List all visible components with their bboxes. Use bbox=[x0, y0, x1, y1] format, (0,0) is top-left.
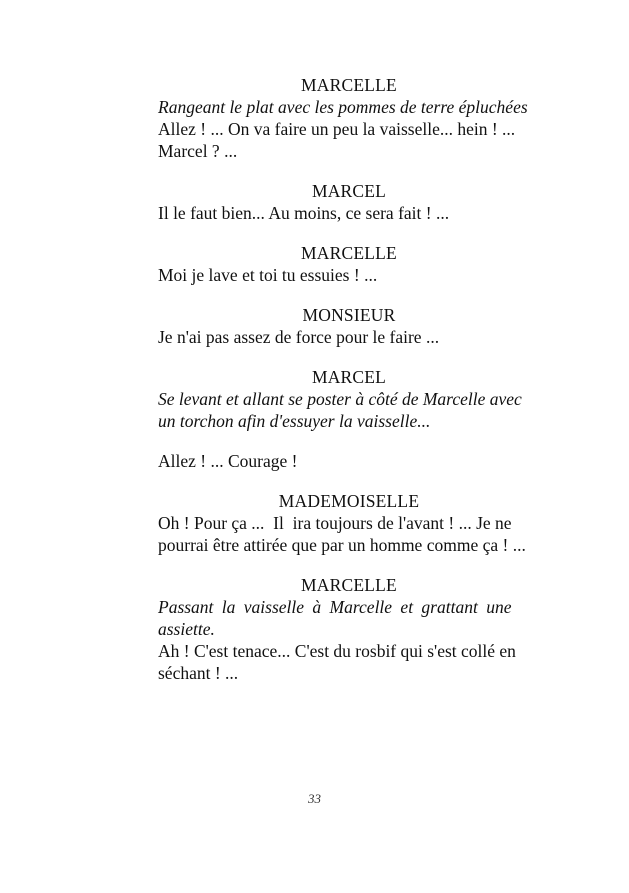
dialogue-line: Il le faut bien... Au moins, ce sera fait ! ... bbox=[158, 203, 450, 223]
dialogue-block bbox=[158, 180, 540, 224]
speaker-name: MARCELLE bbox=[301, 75, 397, 95]
dialogue-line: Marcel ? ... bbox=[158, 141, 238, 161]
speaker-name: MARCELLE bbox=[301, 575, 397, 595]
speaker-name: MARCEL bbox=[311, 367, 387, 387]
stage-direction: un torchon afin d'essuyer la vaisselle... bbox=[158, 411, 431, 431]
stage-direction: Rangeant le plat avec les pommes de terre épluchées bbox=[158, 97, 528, 117]
dialogue-block bbox=[158, 242, 540, 286]
stage-direction: assiette. bbox=[158, 619, 215, 639]
dialogue-block bbox=[158, 366, 540, 472]
dialogue-block bbox=[158, 304, 540, 348]
speaker-name: MADEMOISELLE bbox=[278, 491, 420, 511]
speaker-name: MONSIEUR bbox=[302, 305, 396, 325]
spacer bbox=[158, 432, 540, 450]
dialogue-line: Allez ! ... On va faire un peu la vaisselle... hein ! ... bbox=[158, 119, 516, 139]
dialogue-block bbox=[158, 574, 540, 684]
dialogue-line: Je n'ai pas assez de force pour le faire ... bbox=[158, 327, 440, 347]
dialogue-block bbox=[158, 74, 540, 162]
stage-direction: Passant la vaisselle à Marcelle et grattant une bbox=[158, 597, 512, 617]
dialogue-line: séchant ! ... bbox=[158, 663, 239, 683]
dialogue-line: pourrai être attirée que par un homme comme ça ! ... bbox=[158, 535, 526, 555]
stage-direction: Se levant et allant se poster à côté de Marcelle avec bbox=[158, 389, 522, 409]
page-number: 33 bbox=[308, 791, 321, 806]
dialogue-line: Ah ! C'est tenace... C'est du rosbif qui s'est collé en bbox=[158, 641, 516, 661]
dialogue-block bbox=[158, 490, 540, 556]
dialogue-line: Moi je lave et toi tu essuies ! ... bbox=[158, 265, 378, 285]
script-page bbox=[158, 74, 540, 702]
speaker-name: MARCEL bbox=[311, 181, 387, 201]
dialogue-line: Oh ! Pour ça ... Il ira toujours de l'avant ! ... Je ne bbox=[158, 513, 512, 533]
dialogue-line: Allez ! ... Courage ! bbox=[158, 451, 298, 471]
speaker-name: MARCELLE bbox=[301, 243, 397, 263]
